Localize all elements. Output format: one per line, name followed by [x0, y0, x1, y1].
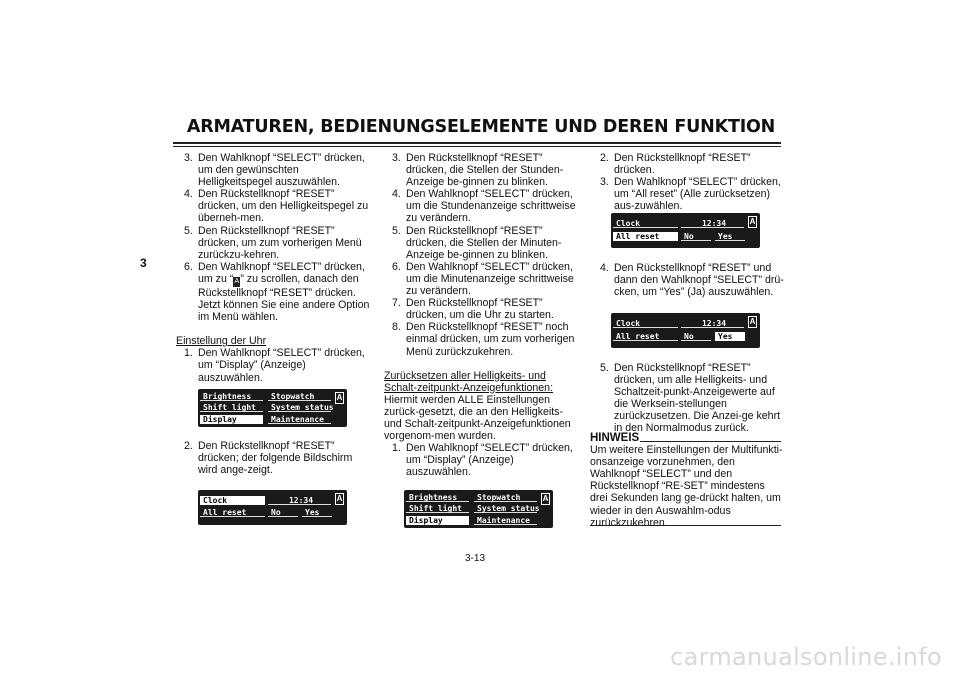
column-1: [176, 152, 372, 384]
scroll-icon: A: [336, 494, 343, 503]
item-number: 4.: [184, 188, 193, 201]
item-text: Den Rückstellknopf “RESET” drücken.: [614, 152, 751, 177]
item-number: 5.: [392, 224, 401, 237]
subheading-reset: Zurücksetzen aller Helligkeits- und Schalt-zeitpunkt-Anzeigefunktionen:: [384, 369, 554, 394]
item-number: 6.: [184, 260, 193, 273]
note-bottom-rule: [590, 525, 781, 526]
list-item: [176, 347, 372, 383]
menu-system-status: System status: [268, 403, 331, 412]
yes-option: Yes: [302, 508, 332, 517]
clock-screen: [198, 490, 347, 525]
all-reset-yes-screen: [611, 313, 760, 348]
item-number: 5.: [600, 362, 609, 374]
scroll-icon: A: [542, 494, 549, 503]
menu-brightness: Brightness: [200, 392, 263, 401]
item-number: 4.: [392, 188, 401, 201]
no-option: No: [681, 332, 711, 341]
item-text: Den Wahlknopf “SELECT” drücken, um “Display” (Anzeige) auszuwählen.: [406, 442, 573, 479]
note-box: [590, 432, 784, 529]
steps-list: [384, 152, 580, 358]
title-rule-thin: [173, 146, 781, 147]
no-option: No: [268, 508, 298, 517]
item-number: 1.: [184, 347, 193, 360]
item-text: Den Rückstellknopf “RESET” drücken; der folgende Bildschirm wird ange-zeigt.: [198, 440, 353, 477]
menu-stopwatch: Stopwatch: [474, 493, 537, 502]
steps-list: [592, 362, 784, 435]
item-number: 3.: [392, 152, 401, 164]
clock-time: 12:34: [681, 219, 744, 228]
list-item: [592, 262, 784, 298]
menu-shift-light: Shift light: [406, 504, 469, 513]
clock-time: 12:34: [268, 496, 331, 505]
item-number: 8.: [392, 321, 401, 334]
scroll-back-icon: A: [234, 277, 240, 285]
item-text: ” zu scrollen, danach den Rückstellknopf “RESET” drücken. Jetzt können Sie eine andere Option im Menü wählen.: [198, 272, 370, 324]
menu-screen: [404, 490, 553, 528]
item-number: 5.: [184, 224, 193, 237]
steps-list: [592, 262, 784, 298]
list-item: [384, 225, 580, 261]
item-text: Den Wahlknopf “SELECT” drücken, um die Stundenanzeige schrittweise zu verändern.: [406, 188, 576, 225]
item-number: 3.: [600, 176, 609, 189]
menu-shift-light: Shift light: [200, 403, 263, 412]
item-text: Den Rückstellknopf “RESET” drücken, um die Uhr zu starten.: [406, 297, 554, 322]
item-number: 4.: [600, 262, 609, 274]
scroll-icon: A: [749, 217, 756, 226]
column-3-lower: [592, 362, 784, 435]
page-number: 3-13: [465, 553, 486, 564]
menu-display-selected: Display: [406, 516, 469, 525]
item-text: Den Rückstellknopf “RESET” drücken, die Stellen der Stunden-Anzeige be-ginnen zu blinken.: [406, 152, 564, 189]
clock-time: 12:34: [681, 319, 744, 328]
item-number: 3.: [184, 152, 193, 164]
note-text: Um weitere Einstellungen der Multifunkti-onsanzeige vorzunehmen, den Wahlknopf “SELECT” und den Rückstellknopf “RE-SET” mindestens drei Sekunden lang ge-drückt halten, um wieder in den Auswahlm-odus zurückzukehren.: [590, 444, 783, 529]
list-item: [384, 188, 580, 224]
list-item: [384, 261, 580, 297]
menu-brightness: Brightness: [406, 493, 469, 502]
item-text: Den Rückstellknopf “RESET” drücken, um zum vorherigen Menü zurückzu-kehren.: [198, 224, 362, 261]
list-item: [384, 442, 580, 478]
item-text: Den Rückstellknopf “RESET” drücken, um den Helligkeitspegel zu überneh-men.: [198, 188, 369, 225]
column-3-mid: [592, 262, 784, 298]
all-reset-label: All reset: [613, 332, 678, 341]
list-item: [176, 225, 372, 261]
list-item: [592, 362, 784, 435]
item-number: 7.: [392, 297, 401, 310]
menu-system-status: System status: [474, 504, 537, 513]
menu-maintenance: Maintenance: [474, 516, 537, 525]
subheading-clock: Einstellung der Uhr: [176, 335, 267, 348]
column-3: [592, 152, 784, 212]
menu-screen: [198, 389, 347, 427]
item-text: Den Rückstellknopf “RESET” drücken, um alle Helligkeits- und Schaltzeit-punkt-Anzeigewerte auf die Werksein-stellungen zurückzusetzen. Die Anzei-ge kehrt in den Normalmodus zurück.: [614, 362, 781, 435]
item-text: Den Wahlknopf “SELECT” drücken, um zu “: [198, 260, 365, 285]
clock-label: Clock: [613, 319, 678, 328]
scroll-icon: A: [336, 393, 343, 402]
menu-maintenance: Maintenance: [268, 415, 331, 424]
list-item: [176, 440, 372, 476]
item-text: Den Rückstellknopf “RESET” noch einmal drücken, um zum vorherigen Menü zurückzukehren.: [406, 321, 575, 358]
clock-label-selected: Clock: [200, 496, 265, 505]
list-item: [176, 261, 372, 323]
steps-list: [176, 152, 372, 261]
item-number: 2.: [600, 152, 609, 164]
item-text: Den Wahlknopf “SELECT” drücken, um den gewünschten Helligkeitspegel auszuwählen.: [198, 152, 365, 189]
page-title: ARMATUREN, BEDIENUNGSELEMENTE UND DEREN FUNKTION: [186, 117, 776, 137]
steps-list: [384, 442, 580, 478]
item-text: Den Wahlknopf “SELECT” drücken, um “Display” (Anzeige) auszuwählen.: [198, 347, 365, 384]
item-number: 6.: [392, 260, 401, 273]
title-rule: [173, 142, 781, 144]
item-text: Den Rückstellknopf “RESET” drücken, die Stellen der Minuten-Anzeige be-ginnen zu blinken.: [406, 224, 562, 261]
item-text: Den Wahlknopf “SELECT” drücken, um die Minutenanzeige schrittweise zu verändern.: [406, 260, 574, 298]
list-item: [384, 297, 580, 321]
list-item: [592, 152, 784, 176]
all-reset-screen: [611, 213, 760, 248]
column-1-lower: [176, 440, 372, 476]
menu-display-selected: Display: [200, 415, 263, 424]
chapter-tab: 3: [140, 256, 147, 270]
item-text: Den Wahlknopf “SELECT” drücken, um “All reset” (Alle zurücksetzen) aus-zuwählen.: [614, 176, 781, 213]
all-reset-selected: All reset: [613, 232, 678, 241]
steps-list: [176, 347, 372, 383]
yes-option-selected: Yes: [715, 332, 745, 341]
list-item: [592, 176, 784, 212]
all-reset-label: All reset: [200, 508, 265, 517]
steps-list: [592, 152, 784, 212]
column-2: [384, 152, 580, 478]
item-text: Den Rückstellknopf “RESET” und dann den Wahlknopf “SELECT” drü-cken, um “Yes” (Ja) auszuwählen.: [614, 262, 784, 299]
note-heading-rule: [640, 441, 781, 442]
note-heading: HINWEIS: [590, 432, 640, 444]
list-item: [384, 152, 580, 188]
watermark: carmanualsonline.info: [670, 643, 942, 671]
clock-label: Clock: [613, 219, 678, 228]
item-number: 1.: [392, 442, 401, 455]
item-number: 2.: [184, 440, 193, 452]
scroll-icon: A: [749, 317, 756, 326]
list-item: [176, 152, 372, 188]
yes-option: Yes: [715, 232, 745, 241]
list-item: [176, 188, 372, 224]
reset-paragraph: Hiermit werden ALLE Einstellungen zurück-gesetzt, die an den Helligkeits- und Schalt-zeitpunkt-Anzeigefunktionen vorgenom-men wurden.: [384, 393, 571, 443]
menu-stopwatch: Stopwatch: [268, 392, 331, 401]
steps-list: [176, 440, 372, 476]
list-item: [384, 321, 580, 357]
no-option: No: [681, 232, 711, 241]
